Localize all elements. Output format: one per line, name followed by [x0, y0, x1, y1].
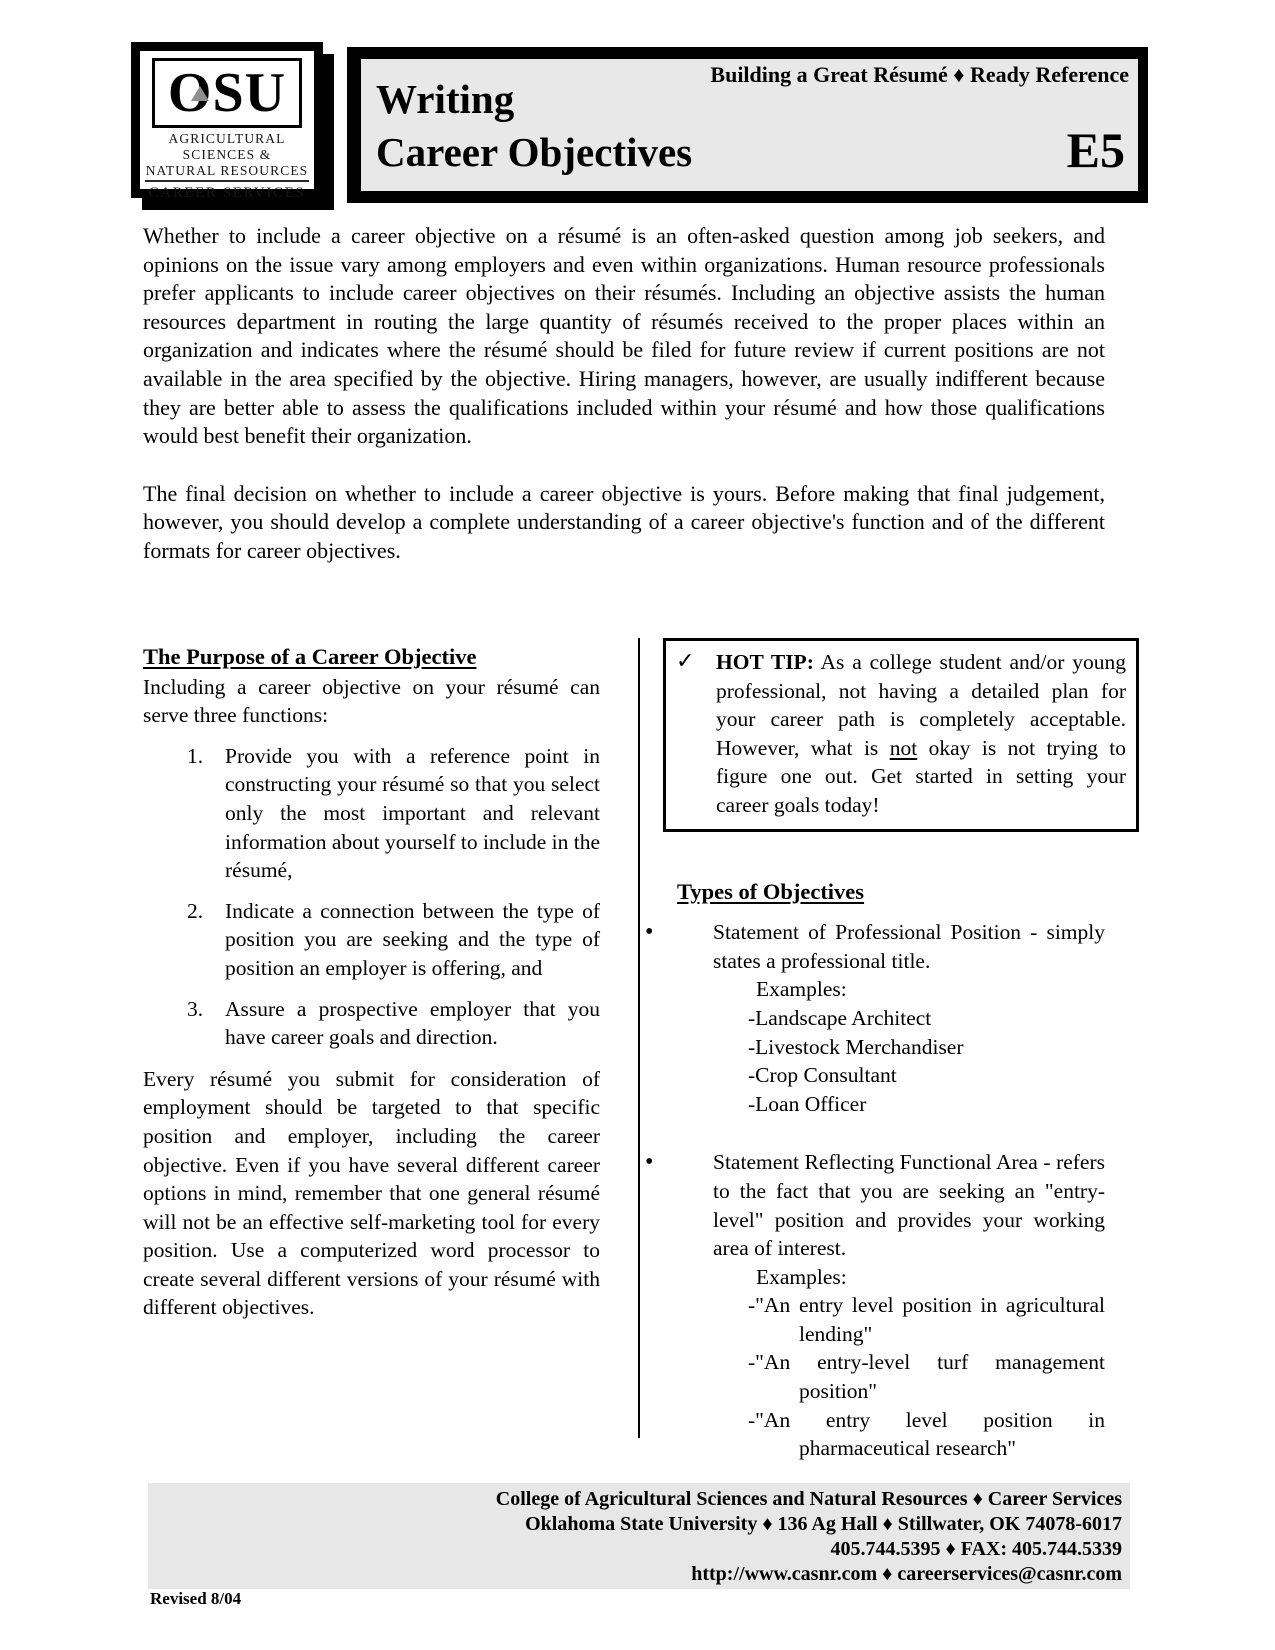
- purpose-item-2: [143, 897, 600, 983]
- bullet-content: [713, 918, 1105, 1118]
- item-text: Provide you with a reference point in constructing your résumé so that you select only the most important and relevant information about yourself to include in the résumé,: [225, 743, 600, 883]
- objective-bullet-1: [645, 918, 1105, 1118]
- revised-note: Revised 8/04: [150, 1589, 242, 1608]
- logo-dept-line-3: NATURAL RESOURCES: [145, 163, 309, 182]
- logo-dept-line-2: SCIENCES &: [182, 147, 272, 162]
- doc-title-line-1: Writing: [376, 76, 515, 122]
- purpose-lead: Including a career objective on your résumé can serve three functions:: [143, 674, 600, 728]
- example-item: -"An entry-level turf management position": [748, 1350, 1105, 1404]
- header-banner: [347, 47, 1148, 203]
- examples-label: Examples:: [756, 1264, 847, 1289]
- logo-dept-line-1: AGRICULTURAL: [168, 131, 286, 146]
- bullet-content: [713, 1148, 1105, 1463]
- purpose-item-1: [143, 742, 600, 885]
- doc-title-line-2: Career Objectives: [376, 129, 693, 175]
- footer-line-1: College of Agricultural Sciences and Natural Resources ♦ Career Services: [495, 1488, 1122, 1510]
- intro-paragraph-2: The final decision on whether to include a career objective is yours. Before making that final judgement, however, you should develop a complete understanding of a career objective's function and of the different formats for career objectives.: [143, 480, 1105, 563]
- item-number: 2.: [187, 898, 204, 923]
- item-text: Indicate a connection between the type of position you are seeking and the type of position an employer is offering, and: [225, 898, 600, 980]
- purpose-heading: The Purpose of a Career Objective: [143, 644, 477, 669]
- footer-line-2: Oklahoma State University ♦ 136 Ag Hall ♦ Stillwater, OK 74078-6017: [525, 1513, 1122, 1535]
- osu-wordmark: OSU: [167, 62, 287, 124]
- item-text: Assure a prospective employer that you have career goals and direction.: [225, 996, 600, 1050]
- footer-line-4: http://www.casnr.com ♦ careerservices@casnr.com: [691, 1563, 1122, 1585]
- footer-line-3: 405.744.5395 ♦ FAX: 405.744.5339: [830, 1538, 1122, 1560]
- hot-tip-underlined-word: not: [889, 735, 918, 760]
- example-item: -"An entry level position in agricultural lending": [748, 1293, 1105, 1346]
- bullet-lead: Statement of Professional Position - simply states a professional title.: [713, 920, 1105, 973]
- item-number: 1.: [187, 743, 204, 768]
- column-divider: [638, 638, 640, 1438]
- purpose-item-3: [143, 995, 600, 1052]
- doc-code: E5: [1066, 122, 1125, 178]
- purpose-closing: Every résumé you submit for consideration of employment should be targeted to that specific position and employer, including the career objective. Even if you have several different career options in mind, remember that one general résumé will not be an effective self-marketing tool for every position. Use a computerized word processor to create several different versions of your résumé with different objectives.: [143, 1066, 600, 1320]
- osu-logo-mark: [152, 58, 302, 128]
- hot-tip-label: HOT TIP:: [716, 650, 814, 674]
- example-item: -Landscape Architect: [748, 1005, 932, 1030]
- purpose-section: [143, 643, 600, 1322]
- hot-tip-text: [716, 648, 1126, 820]
- hot-tip-box: [663, 638, 1139, 832]
- header-tagline: Building a Great Résumé ♦ Ready Reference: [710, 62, 1129, 87]
- bullet-icon: •: [645, 1149, 654, 1176]
- logo-career-services: CAREER SERVICES: [148, 185, 306, 201]
- bullet-icon: •: [645, 919, 654, 946]
- example-item: -Loan Officer: [748, 1091, 867, 1116]
- example-item: -Crop Consultant: [748, 1063, 897, 1088]
- osu-logo: [131, 42, 323, 201]
- objectives-section: [645, 638, 1127, 1463]
- examples-label: Examples:: [756, 977, 847, 1002]
- example-item: -Livestock Merchandiser: [748, 1034, 964, 1059]
- example-item: -"An entry level position in pharmaceutical research": [748, 1407, 1105, 1461]
- objective-bullet-2: [645, 1148, 1105, 1463]
- osu-triangle-icon: [191, 86, 209, 101]
- item-number: 3.: [187, 996, 204, 1021]
- intro-paragraph-1: Whether to include a career objective on a résumé is an often-asked question among job seekers, and opinions on the issue vary among employers and even within organizations. Human resource professionals prefer applicants to include career objectives on their résumés. Including an objective assists the human resources department in routing the large quantity of résumés received to the proper places within an organization and indicates where the résumé should be filed for future review if current positions are not available in the area specified by the objective. Hiring managers, however, are usually indifferent because they are better able to assess the qualifications included within your résumé and how those qualifications would best benefit their organization.: [143, 223, 1105, 449]
- check-icon: ✓: [676, 649, 695, 674]
- hot-tip-body-2: okay is not trying to figure one out. Get started in setting your career goals today!: [716, 735, 1126, 817]
- footer-bar: [148, 1483, 1130, 1589]
- bullet-lead: Statement Reflecting Functional Area - refers to the fact that you are seeking an "entry-level" position and provides your working area of interest.: [713, 1150, 1105, 1261]
- hot-tip-body-1: As a college student and/or young professional, not having a detailed plan for your career path is completely acceptable. However, what is: [716, 650, 1127, 760]
- types-heading: Types of Objectives: [677, 878, 865, 904]
- intro-section: [143, 222, 1105, 566]
